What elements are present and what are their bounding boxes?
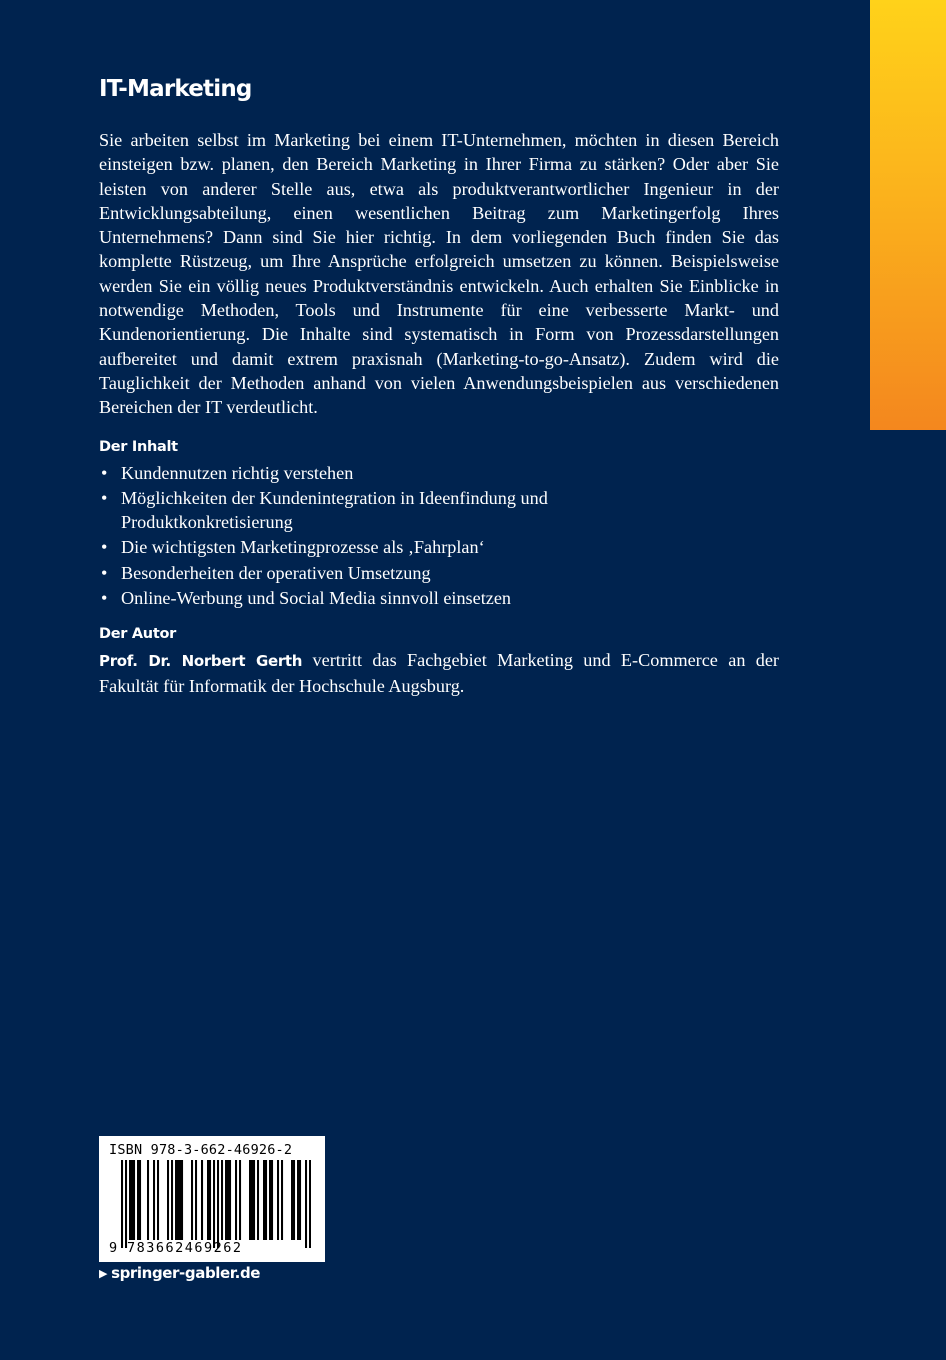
barcode-bar (133, 1160, 135, 1240)
barcode-bar (297, 1160, 299, 1240)
barcode-bar (263, 1160, 265, 1240)
ean-first-digit: 9 (109, 1240, 118, 1256)
barcode-bar (209, 1160, 211, 1240)
barcode-bar (201, 1160, 203, 1240)
publisher-website[interactable] (99, 1264, 260, 1282)
author-name: Prof. Dr. Norbert Gerth (99, 652, 303, 671)
barcode-bar (227, 1160, 229, 1240)
bullet-icon: • (101, 588, 108, 609)
barcode-bar (249, 1160, 251, 1240)
website-url: springer-gabler.de (111, 1264, 261, 1282)
barcode-bar (195, 1160, 197, 1240)
barcode-bar (299, 1160, 301, 1240)
barcode-bar (125, 1160, 127, 1248)
barcode-bar (213, 1160, 215, 1248)
barcode-bar (235, 1160, 237, 1240)
list-item: • Möglichkeiten der Kundenintegration in Ideenfindung und Produktkonkretisierung (101, 487, 548, 533)
barcode-bars (121, 1160, 311, 1250)
author-heading: Der Autor (99, 626, 176, 643)
list-item: • Besonderheiten der operativen Umsetzung (99, 561, 779, 585)
barcode-bar (179, 1160, 181, 1240)
barcode-bar (207, 1160, 209, 1240)
arrow-right-icon: ▶ (99, 1266, 108, 1280)
barcode-bar (251, 1160, 253, 1240)
barcode-bar (293, 1160, 295, 1240)
barcode-bar (191, 1160, 193, 1240)
barcode-bar (181, 1160, 183, 1240)
barcode-bar (225, 1160, 227, 1240)
barcode-bar (281, 1160, 283, 1240)
barcode-bar (171, 1160, 173, 1240)
list-item: • Die wichtigsten Marketingprozesse als ‚Fahrplan‘ (99, 535, 779, 559)
isbn-barcode (99, 1136, 325, 1262)
accent-color-bar (870, 0, 946, 430)
barcode-bar (217, 1160, 219, 1248)
bullet-icon: • (101, 487, 108, 508)
barcode-bar (257, 1160, 259, 1240)
list-item: • Kundennutzen richtig verstehen (99, 461, 779, 485)
list-item: • Online-Werbung und Social Media sinnvoll einsetzen (99, 586, 779, 610)
barcode-bar (269, 1160, 271, 1240)
author-bio: Prof. Dr. Norbert Gerth vertritt das Fachgebiet Marketing und E-Commerce an der Fakultät für Informatik der Hochschule Augsburg. (99, 650, 779, 696)
barcode-bar (239, 1160, 241, 1240)
barcode-bar (305, 1160, 307, 1248)
book-description: Sie arbeiten selbst im Marketing bei einem IT-Unternehmen, möchten in diesen Bereich einsteigen bzw. planen, den Bereich Marketing in Ihrer Firma zu stärken? Oder aber Sie leisten von anderer Stelle aus, etwa als produktverantwortlicher Ingenieur in der Entwicklungsabteilung, einen wesentlichen Beitrag zum Marketingerfolg Ihres Unternehmens? Dann sind Sie hier richtig. In dem vorliegenden Buch finden Sie das komplette Rüstzeug, um Ihre Ansprüche erfolgreich umsetzen zu können. Beispielsweise werden Sie ein völlig neues Produktverständnis entwickeln. Auch erhalten Sie Einblicke in notwendige Methoden, Tools und Instrumente für eine verbesserte Markt- und Kundenorientierung. Die Inhalte sind systematisch in Form von Prozessdarstellungen aufbereitet und damit extrem praxisnah (Marketing-to-go-Ansatz). Zudem wird die Tauglichkeit der Methoden anhand von vielen Anwendungsbeispielen aus verschiedenen Bereichen der IT verdeutlicht. (99, 130, 779, 418)
bullet-icon: • (101, 462, 108, 483)
barcode-bar (265, 1160, 267, 1240)
barcode-bar (271, 1160, 273, 1240)
barcode-bar (291, 1160, 293, 1240)
barcode-bar (137, 1160, 139, 1240)
barcode-bar (177, 1160, 179, 1240)
barcode-bar (175, 1160, 177, 1240)
barcode-bar (309, 1160, 311, 1248)
contents-list (99, 461, 779, 611)
barcode-bar (229, 1160, 231, 1240)
barcode-bar (277, 1160, 279, 1240)
bullet-icon: • (101, 537, 108, 558)
barcode-bar (129, 1160, 131, 1240)
barcode-bar (167, 1160, 169, 1240)
barcode-bar (147, 1160, 149, 1240)
barcode-bar (121, 1160, 123, 1248)
bullet-icon: • (101, 562, 108, 583)
isbn-label: ISBN 978-3-662-46926-2 (109, 1142, 293, 1158)
back-cover-content (99, 74, 779, 698)
book-title: IT-Marketing (99, 76, 252, 102)
barcode-bar (157, 1160, 159, 1240)
barcode-bar (153, 1160, 155, 1240)
ean-digits: 783662469262 (127, 1240, 243, 1256)
barcode-bar (131, 1160, 133, 1240)
barcode-bar (221, 1160, 223, 1240)
barcode-bar (253, 1160, 255, 1240)
contents-heading: Der Inhalt (99, 438, 178, 455)
barcode-bar (139, 1160, 141, 1240)
